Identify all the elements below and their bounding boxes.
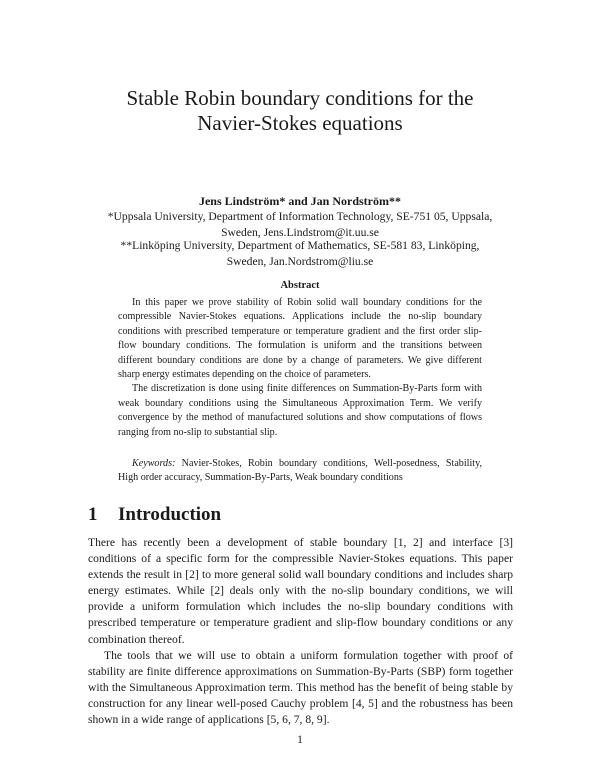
affiliation-linkoping: [0, 238, 600, 270]
title-line-1: Stable Robin boundary conditions for the: [126, 86, 474, 110]
abstract-heading: Abstract: [280, 280, 320, 291]
body-paragraph-2: The tools that we will use to obtain a uniform formulation together with proof of stability are finite difference approximations on Summation-By-Parts (SBP) form together with the Simultaneous Approximation term. This method has the benefit of being stable by construction for any linear well-posed Cauchy problem [4, 5] and the robustness has been shown in a wide range of applications [5, 6, 7, 8, 9].: [88, 648, 513, 727]
affiliation-uppsala-line-1: *Uppsala University, Department of Information Technology, SE-751 05, Uppsala,: [107, 210, 493, 223]
body-paragraph-1: There has recently been a development of stable boundary [1, 2] and interface [3] conditions of a specific form for the compressible Navier-Stokes equations. This paper extends the result in [2] to more general solid wall boundary conditions and includes sharp energy estimates. While [2] deals only with the no-slip boundary conditions, we will provide a uniform formulation which includes the no-slip boundary conditions with prescribed temperature or temperature gradient and slip-flow boundary conditions or any combination thereof.: [88, 536, 513, 646]
abstract-paragraph-2: The discretization is done using finite differences on Summation-By-Parts form with weak boundary conditions using the Simultaneous Approximation Term. We verify convergence by the method of manufactured solutions and show computations of flows ranging from no-slip to substantial slip.: [118, 383, 482, 438]
title-line-2: Navier-Stokes equations: [197, 111, 403, 135]
affiliation-linkoping-line-1: **Linköping University, Department of Mathematics, SE-581 83, Linköping,: [120, 239, 480, 252]
keywords: [118, 457, 482, 486]
page-number: 1: [297, 733, 303, 746]
section-body: [88, 535, 513, 728]
affiliation-uppsala-line-2: Sweden, Jens.Lindstrom@it.uu.se: [221, 226, 379, 239]
keywords-label: Keywords:: [132, 458, 176, 469]
section-number: 1: [88, 504, 98, 525]
affiliation-linkoping-line-2: Sweden, Jan.Nordstrom@liu.se: [226, 255, 374, 268]
keywords-text: Navier-Stokes, Robin boundary conditions, Well-posedness, Stability, High order accuracy, Summation-By-Parts, Weak boundary conditions: [118, 458, 482, 484]
abstract-paragraph-1: In this paper we prove stability of Robin solid wall boundary conditions for the compressible Navier-Stokes equations. Applications include the no-slip boundary conditions with prescribed temperature or temperature gradient and the first order slip-flow boundary conditions. The formulation is uniform and the transitions between different boundary conditions are done by a change of parameters. We give different sharp energy estimates depending on the choice of parameters.: [118, 297, 482, 381]
authors: Jens Lindström* and Jan Nordström**: [198, 194, 402, 208]
abstract: [118, 296, 482, 440]
paper-title: [0, 86, 600, 136]
section-heading: [88, 504, 221, 526]
affiliation-uppsala: [0, 209, 600, 241]
section-title: Introduction: [118, 504, 222, 525]
